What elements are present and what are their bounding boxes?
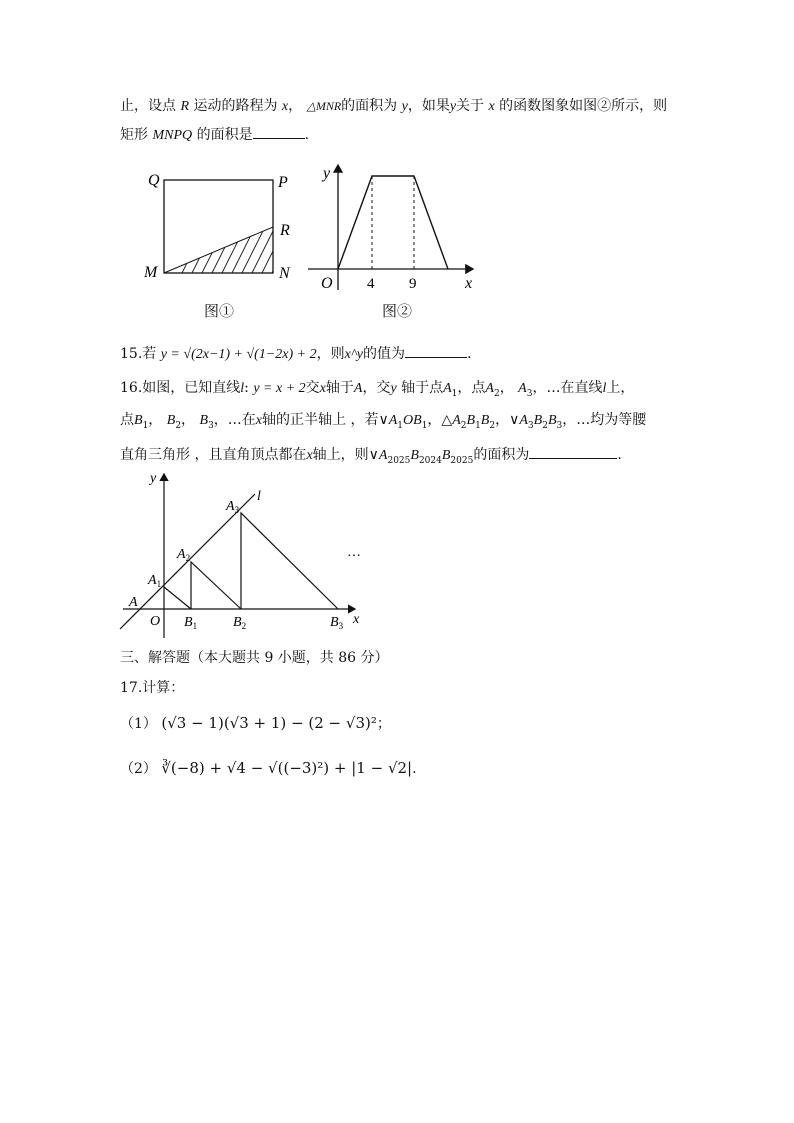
line-equation: y = x + 2 (253, 381, 306, 396)
figure-3 (115, 470, 375, 640)
answer-blank[interactable] (253, 124, 305, 139)
var-R: R (180, 99, 190, 114)
q15-xy: x^y (344, 347, 363, 362)
q16-text: 点 (120, 412, 134, 428)
figure-2 (303, 160, 478, 295)
q16-line-2: 点$B_1$， $B_2$， $B_3$，…在x轴的正半轴上 ，若$\vee A_1OB_1$，$\triangle A_2B_1B_2$，$\vee A_3B_2B_3$，…均为等腰 (120, 412, 647, 431)
label-x: x (353, 612, 360, 627)
q14-text: 的面积为 (341, 98, 398, 114)
ellipsis: … (347, 545, 361, 560)
q17-text: . (412, 761, 417, 777)
q14-text: 矩形 (120, 127, 148, 143)
label-N: N (279, 265, 290, 280)
q14-text: 运动的路程为 (193, 98, 278, 114)
function-graph (338, 176, 448, 269)
var-MNPQ: MNPQ (152, 128, 193, 143)
label-B3: $B_3$ (330, 615, 344, 631)
q15-line (120, 343, 471, 365)
label-M: M (144, 264, 158, 280)
q15-text: . (466, 346, 472, 362)
label-R: R (280, 222, 290, 239)
q17-p2-label: （2） (120, 761, 157, 777)
figure-2-caption: 图② (382, 302, 413, 320)
q16-text: 轴的正半轴上 ，若 (262, 412, 379, 428)
q14-text: . (304, 127, 310, 143)
label-O: O (321, 275, 333, 292)
label-A: A (129, 595, 138, 610)
q17-p1-expression: (√3 − 1)(√3 + 1) − (2 − √3)² (161, 714, 377, 732)
q17-title: 17.计算： (120, 680, 185, 696)
q14-line-2 (120, 124, 309, 146)
q16-text: 上， (606, 380, 635, 396)
triangle-MNR (164, 227, 273, 273)
q14-text: 关于 (456, 98, 485, 114)
label-Q: Q (148, 172, 160, 189)
q17-p2-expression: ∛(−8) + √4 − √((−3)²) + |1 − √2| (161, 759, 413, 777)
label-x: x (465, 275, 473, 292)
q16-text: 轴于 (325, 380, 354, 396)
q16-line-3: 直角三角形 ，且直角顶点都在x轴上，则$\vee A_{2025}B_{2024}B_{2025}$的面积为 . (120, 444, 622, 471)
q16-text: ，点 (457, 380, 486, 396)
q16-text: 直角三角形 ，且直角顶点都在 (120, 447, 307, 463)
q17-part-2 (120, 758, 417, 779)
label-O: O (150, 614, 161, 629)
q16-text: 轴上，则 (312, 447, 369, 463)
triangle-MNR: △MNR (306, 99, 342, 113)
q16-text: . (617, 447, 622, 463)
tick-4: 4 (367, 276, 375, 292)
label-A3: $A_3$ (226, 499, 240, 515)
answer-blank[interactable] (529, 444, 617, 459)
label-P: P (278, 174, 288, 191)
q17-p1-label: （1） (120, 716, 157, 732)
q14-text: 止，设点 (120, 98, 176, 114)
var-l: l (240, 381, 245, 396)
q14-text: 的函数图象如图②所示，则 (499, 98, 668, 114)
q16-text: 轴于点 (401, 380, 444, 396)
label-y: y (150, 471, 157, 486)
label-y: y (323, 165, 331, 182)
q16-text: ，…均为等腰 (562, 412, 647, 428)
label-B1: $B_1$ (184, 615, 198, 631)
figure-1-caption: 图① (204, 302, 235, 320)
q14-line-1 (120, 96, 667, 117)
q16-text: ，…在直线 (532, 380, 603, 396)
q17-text: ； (376, 716, 391, 732)
q15-text: ，则 (316, 346, 345, 362)
q14-text: 的面积是 (196, 127, 253, 143)
q14-text: ， (288, 98, 303, 114)
q14-text: ，如果 (407, 98, 450, 114)
section-3-title: 三、解答题（本大题共 9 小题，共 86 分） (120, 650, 389, 666)
label-l: l (257, 489, 261, 504)
q17-part-1 (120, 713, 391, 734)
triangle-3 (241, 513, 338, 609)
q16-line-1: 16.如图，已知直线l: y = x + 2交x轴于A，交y 轴于点$A_1$，点$A_2$， $A_3$，…在直线l上， (120, 380, 635, 399)
q16-text: ，…在 (213, 412, 256, 428)
q16-text: ，交 (362, 380, 391, 396)
label-A1: $A_1$ (148, 573, 162, 589)
answer-blank[interactable] (405, 343, 467, 358)
tick-9: 9 (409, 276, 417, 292)
q16-text: 的面积为 (473, 447, 530, 463)
q15-text: 的值为 (362, 346, 405, 362)
label-B2: $B_2$ (233, 615, 247, 631)
q16-text: 16.如图，已知直线 (120, 380, 241, 396)
q15-text: 15.若 (120, 346, 157, 362)
figure-1 (140, 165, 300, 280)
q15-expression: y = √(2x−1) + √(1−2x) + 2 (160, 347, 317, 362)
var-y: y (401, 99, 408, 114)
var-y: y (449, 99, 457, 114)
triangle-2 (191, 562, 241, 609)
label-A2: $A_2$ (177, 547, 191, 563)
var-A: A (353, 381, 363, 396)
var-x: x (281, 99, 289, 114)
var-l: l (602, 381, 607, 396)
triangle-1 (164, 587, 191, 609)
q16-text: 交 (305, 380, 320, 396)
var-x: x (488, 99, 495, 114)
